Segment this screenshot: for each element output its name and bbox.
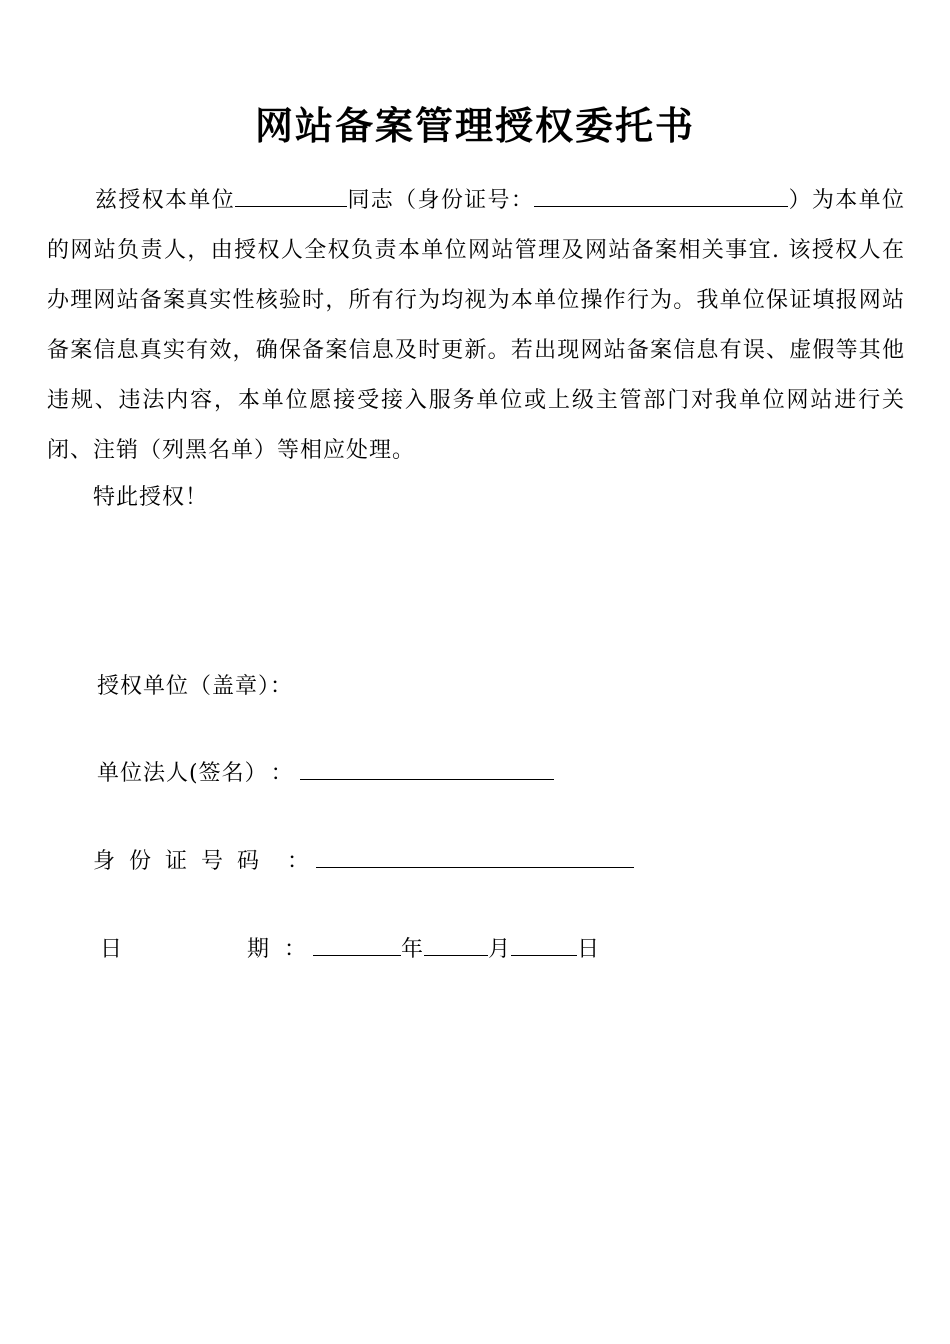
closing-statement: 特此授权！ [93, 485, 209, 510]
id-colon: ： [287, 849, 311, 874]
authorizing-unit-field [97, 667, 293, 707]
date-label-period: 期 [247, 937, 271, 962]
legal-representative-field [97, 753, 554, 794]
legal-colon: ： [270, 761, 294, 786]
year-line [313, 929, 401, 956]
person-name-blank [235, 186, 347, 207]
paragraph-main: ）为本单位的网站负责人，由授权人全权负责本单位网站管理及网站备案相关事宜. 该授权人在办理网站备案真实性核验时，所有行为均视为本单位操作行为。我单位保证填报网站备案信息真实有效，确保备案信息及时更新。若出现网站备案信息有误、虚假等其他违规、违法内容，本单位愿接受接入服务单位或上级主管部门对我单位网站进行关闭、注销（列黑名单）等相应处理。 [47, 188, 905, 463]
id-number-blank [534, 186, 788, 207]
id-number-label: 身份证号码 [93, 849, 274, 874]
id-number-field [93, 841, 634, 882]
paragraph-id-prefix: 同志（身份证号： [347, 188, 535, 213]
day-label: 日 [577, 937, 601, 962]
month-label: 月 [488, 937, 512, 962]
document-title: 网站备案管理授权委托书 [254, 103, 695, 148]
date-field [100, 929, 600, 970]
authorization-paragraph [47, 176, 905, 476]
authorizing-unit-label: 授权单位（盖章）： [97, 674, 294, 699]
signature-line [300, 753, 554, 780]
date-colon: ： [284, 937, 308, 962]
paragraph-intro: 兹授权本单位 [95, 188, 236, 213]
date-label-day: 日 [100, 937, 124, 962]
year-label: 年 [401, 937, 425, 962]
legal-representative-label: 单位法人(签名） [97, 761, 257, 786]
id-number-line [316, 841, 634, 868]
day-line [511, 929, 577, 956]
month-line [424, 929, 488, 956]
